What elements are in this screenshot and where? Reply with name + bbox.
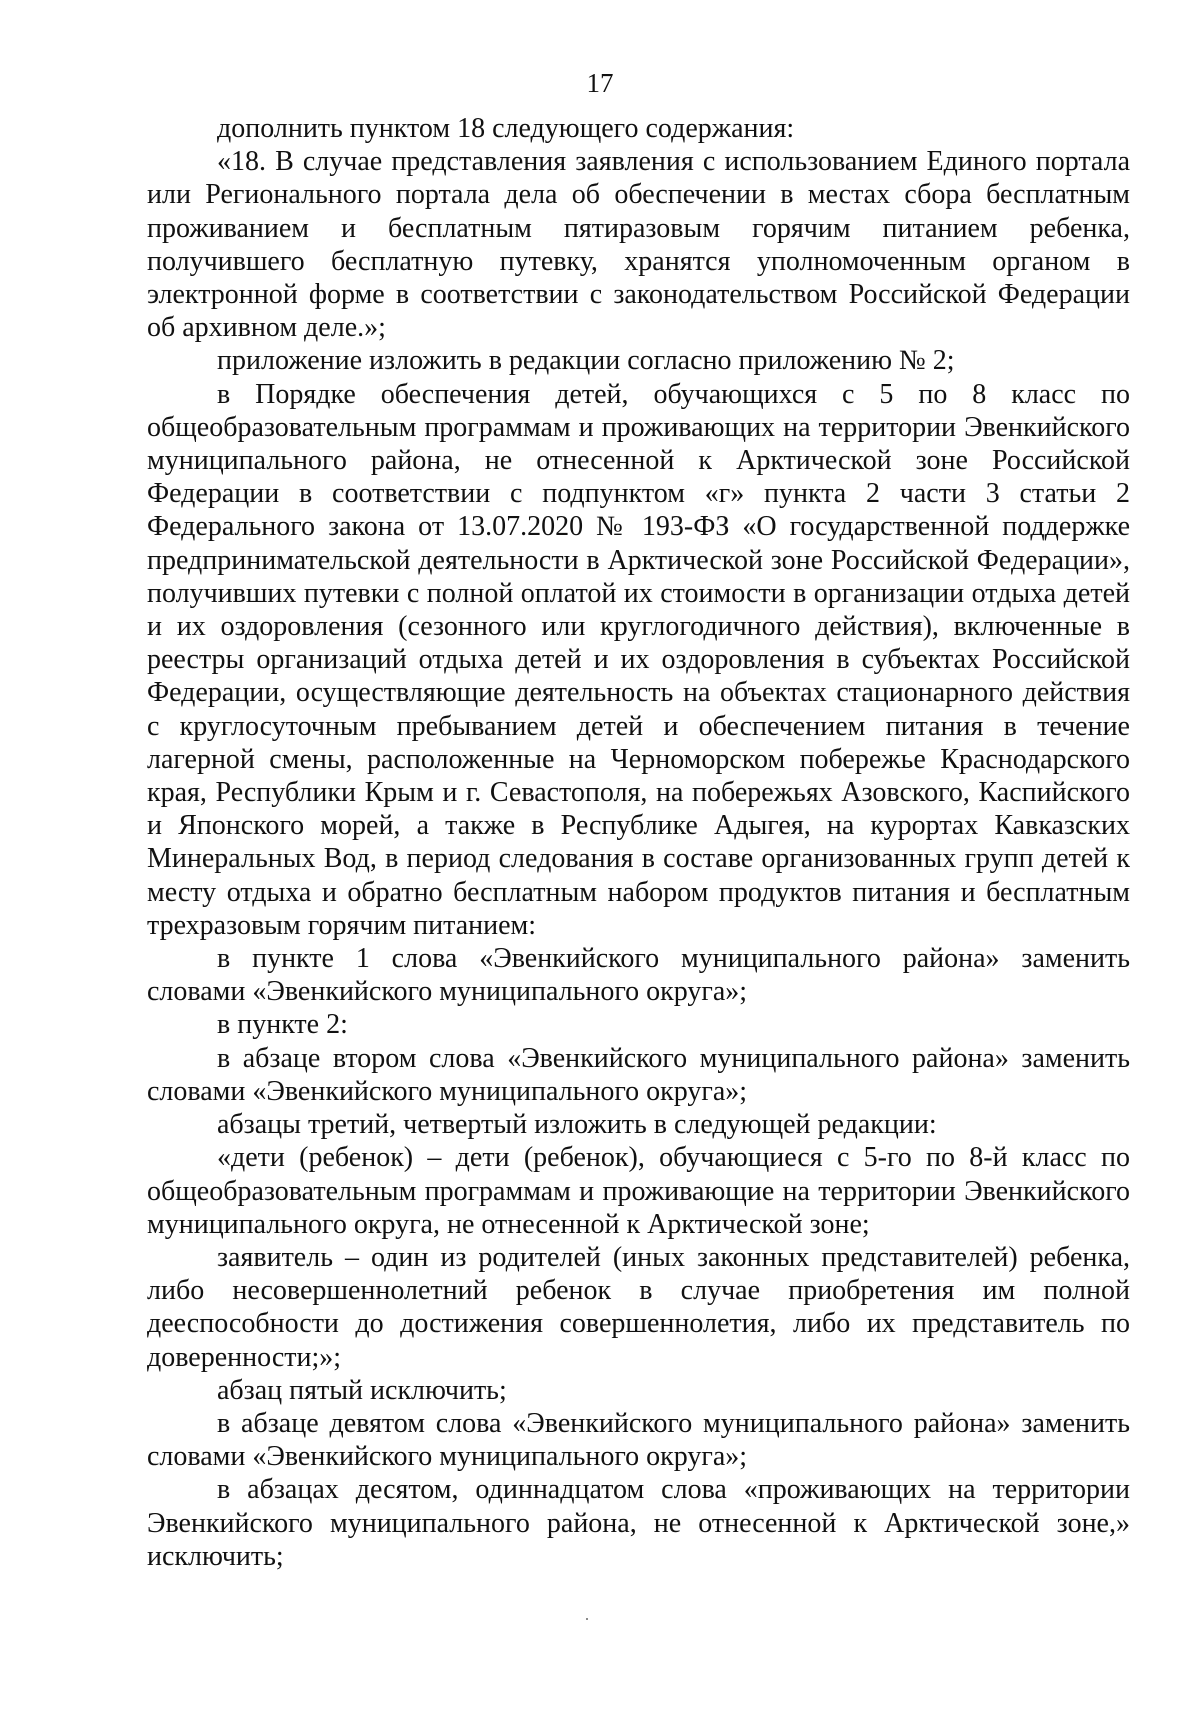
paragraph: в абзацах десятом, одиннадцатом слова «проживающих на территории Эвенкийского муниципального района, не отнесенной к Арктической зоне,» исключить;	[147, 1474, 1130, 1572]
paragraph: дополнить пунктом 18 следующего содержания:	[217, 113, 795, 144]
document-body	[147, 112, 1130, 1573]
scan-speck	[586, 1618, 588, 1620]
paragraph: в абзаце втором слова «Эвенкийского муниципального района» заменить словами «Эвенкийского муниципального округа»;	[147, 1042, 1130, 1107]
page-number: 17	[586, 68, 614, 98]
paragraph: приложение изложить в редакции согласно приложению № 2;	[217, 345, 955, 377]
paragraph: в пункте 2:	[217, 1009, 348, 1041]
paragraph: заявитель – один из родителей (иных законных представителей) ребенка, либо несовершеннолетний ребенок в случае приобретения им полной дееспособности до достижения совершеннолетия, либо их представитель по доверенности;»;	[147, 1241, 1130, 1373]
paragraph: в Порядке обеспечения детей, обучающихся с 5 по 8 класс по общеобразовательным программам и проживающих на территории Эвенкийского муниципального района, не отнесенной к Арктической зоне Российской Федерации в соответствии с подпунктом «г» пункта 2 части 3 статьи 2 Федерального закона от 13.07.2020 № 193-ФЗ «О государственной поддержке предпринимательской деятельности в Арктической зоне Российской Федерации», получивших путевки с полной оплатой их стоимости в организации отдыха детей и их оздоровления (сезонного или круглогодичного действия), включенные в реестры организаций отдыха детей и их оздоровления в субъектах Российской Федерации, осуществляющие деятельность на объектах стационарного действия с круглосуточным пребыванием детей и обеспечением питания в течение лагерной смены, расположенные на Черноморском побережье Краснодарского края, Республики Крым и г. Севастополя, на побережьях Азовского, Каспийского и Японского морей, а также в Республике Адыгея, на курортах Кавказских Минеральных Вод, в период следования в составе организованных групп детей к месту отдыха и обратно бесплатным набором продуктов питания и бесплатным трехразовым горячим питанием:	[147, 378, 1130, 941]
paragraph: «дети (ребенок) – дети (ребенок), обучающиеся с 5-го по 8-й класс по общеобразовательным программам и проживающие на территории Эвенкийского муниципального округа, не отнесенной к Арктической зоне;	[147, 1142, 1130, 1240]
paragraph: в абзаце девятом слова «Эвенкийского муниципального района» заменить словами «Эвенкийского муниципального округа»;	[147, 1407, 1130, 1473]
paragraph: «18. В случае представления заявления с использованием Единого портала или Регионального портала дела об обеспечении в местах сбора бесплатным проживанием и бесплатным пятиразовым горячим питанием ребенка, получившего бесплатную путевку, хранятся уполномоченным органом в электронной форме в соответствии с законодательством Российской Федерации об архивном деле.»;	[147, 146, 1130, 344]
paragraph: абзац пятый исключить;	[217, 1374, 507, 1406]
paragraph: в пункте 1 слова «Эвенкийского муниципального района» заменить словами «Эвенкийского муниципального округа»;	[147, 943, 1130, 1008]
paragraph: абзацы третий, четвертый изложить в следующей редакции:	[217, 1109, 937, 1141]
